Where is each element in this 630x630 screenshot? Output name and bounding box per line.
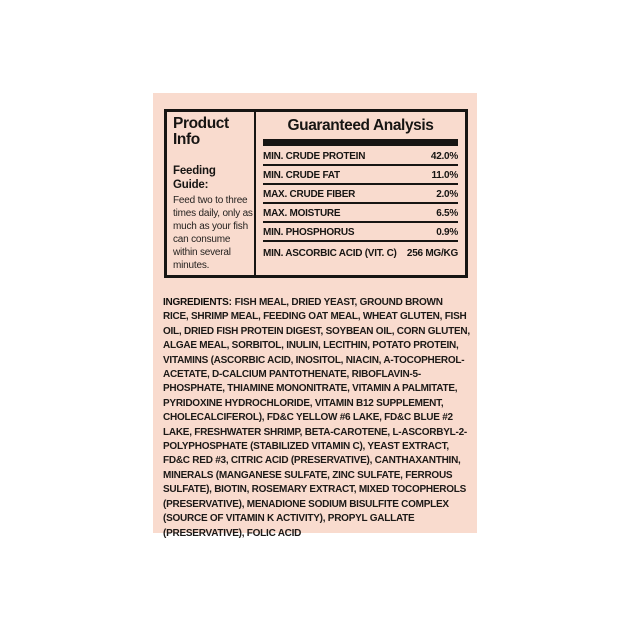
row-label: MIN. ASCORBIC ACID (VIT. C): [263, 248, 397, 259]
table-row: [263, 147, 458, 166]
guaranteed-analysis-column: [256, 112, 465, 275]
table-row: [263, 223, 458, 242]
product-label-panel: [153, 93, 477, 539]
ingredients-paragraph: [163, 296, 470, 541]
row-value: 6.5%: [436, 208, 458, 219]
row-value: 2.0%: [436, 189, 458, 200]
row-label: MAX. CRUDE FIBER: [263, 189, 356, 200]
row-label: MIN. CRUDE PROTEIN: [263, 151, 366, 162]
feeding-guide-heading: Feeding Guide:: [173, 165, 216, 191]
table-row: [263, 166, 458, 185]
guaranteed-analysis-title: Guaranteed Analysis: [287, 117, 434, 134]
row-value: 11.0%: [431, 170, 458, 181]
row-label: MAX. MOISTURE: [263, 208, 341, 219]
product-info-box: [164, 109, 468, 278]
product-info-title: Product Info: [173, 115, 229, 148]
row-label: MIN. CRUDE FAT: [263, 170, 340, 181]
guaranteed-analysis-table: [263, 147, 458, 261]
title-divider-bar: [263, 139, 458, 146]
row-value: 42.0%: [430, 151, 458, 162]
ingredients-label: INGREDIENTS:: [163, 297, 232, 308]
row-value: 256 MG/KG: [406, 248, 458, 259]
row-label: MIN. PHOSPHORUS: [263, 227, 355, 238]
table-row: [263, 242, 458, 261]
row-value: 0.9%: [436, 227, 458, 238]
feeding-guide-text: Feed two to three times daily, only as much as your fish can consume within several minutes.: [173, 195, 253, 271]
table-row: [263, 185, 458, 204]
product-info-column: [167, 112, 256, 275]
table-row: [263, 204, 458, 223]
ingredients-text: FISH MEAL, DRIED YEAST, GROUND BROWN RICE, SHRIMP MEAL, FEEDING OAT MEAL, WHEAT GLUTEN, FISH OIL, DRIED FISH PROTEIN DIGEST, SOYBEAN OIL, CORN GLUTEN, ALGAE MEAL, SORBITOL, INULIN, LECITHIN, POTATO PROTEIN, VITAMINS (ASCORBIC ACID, INOSITOL, NIACIN, A-TOCOPHEROL-ACETATE, D-CALCIUM PANTOTHENATE, RIBOFLAVIN-5-PHOSPHATE, THIAMINE MONONITRATE, VITAMIN A PALMITATE, PYRIDOXINE HYDROCHLORIDE, VITAMIN B12 SUPPLEMENT, CHOLECALCIFEROL), FD&C YELLOW #6 LAKE, FD&C BLUE #2 LAKE, FRESHWATER SHRIMP, BETA-CAROTENE, L-ASCORBYL-2-POLYPHOSPHATE (STABILIZED VITAMIN C), YEAST EXTRACT, FD&C RED #3, CITRIC ACID (PRESERVATIVE), CANTHAXANTHIN, MINERALS (MANGANESE SULFATE, ZINC SULFATE, FERROUS SULFATE), BIOTIN, ROSEMARY EXTRACT, MIXED TOCOPHEROLS (PRESERVATIVE), MENADIONE SODIUM BISULFITE COMPLEX (SOURCE OF VITAMIN K ACTIVITY), PROPYL GALLATE (PRESERVATIVE), FOLIC ACID: [163, 297, 470, 539]
